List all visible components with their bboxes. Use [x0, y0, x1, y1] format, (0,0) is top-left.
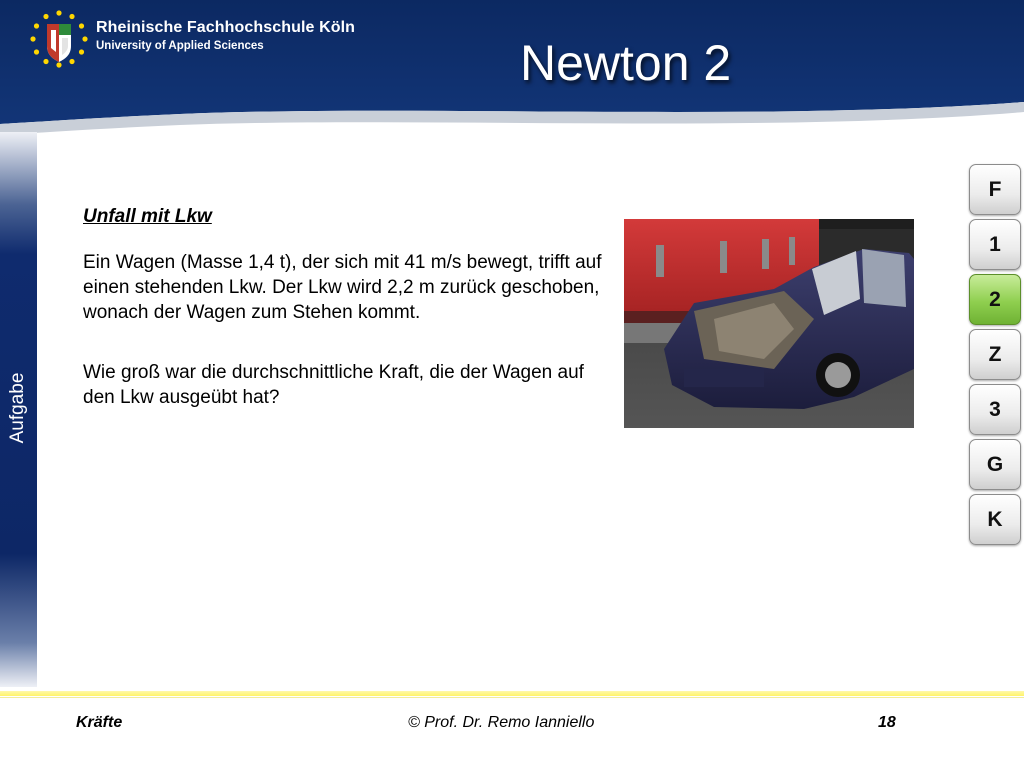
nav-button-3[interactable]: 3 [969, 384, 1021, 435]
task-paragraph-1: Ein Wagen (Masse 1,4 t), der sich mit 41 m/s bewegt, trifft auf einen stehenden Lkw. Der Lkw wird 2,2 m zurück geschoben, wonach der Wagen zum Stehen kommt. [83, 252, 602, 323]
university-name: Rheinische Fachhochschule Köln [96, 19, 356, 36]
nav-button-g[interactable]: G [969, 439, 1021, 490]
footer-author: © Prof. Dr. Remo Ianniello [408, 714, 595, 731]
university-logo [28, 8, 90, 70]
nav-button-k[interactable]: K [969, 494, 1021, 545]
header-banner [0, 0, 1024, 135]
footer-topic: Kräfte [76, 714, 123, 731]
slide-title: Newton 2 [520, 35, 732, 91]
task-paragraph-2: Wie groß war die durchschnittliche Kraft, die der Wagen auf den Lkw ausgeübt hat? [83, 362, 584, 408]
footer-page-number: 18 [878, 714, 896, 731]
nav-button-2[interactable]: 2 [969, 274, 1021, 325]
nav-button-z[interactable]: Z [969, 329, 1021, 380]
crash-photo [624, 219, 914, 428]
nav-button-1[interactable]: 1 [969, 219, 1021, 270]
task-subtitle: Unfall mit Lkw [83, 206, 212, 227]
footer-line [0, 691, 1024, 696]
footer-line-secondary [0, 697, 1024, 698]
nav-button-f[interactable]: F [969, 164, 1021, 215]
university-subtitle: University of Applied Sciences [96, 40, 264, 52]
side-label: Aufgabe [7, 372, 28, 444]
